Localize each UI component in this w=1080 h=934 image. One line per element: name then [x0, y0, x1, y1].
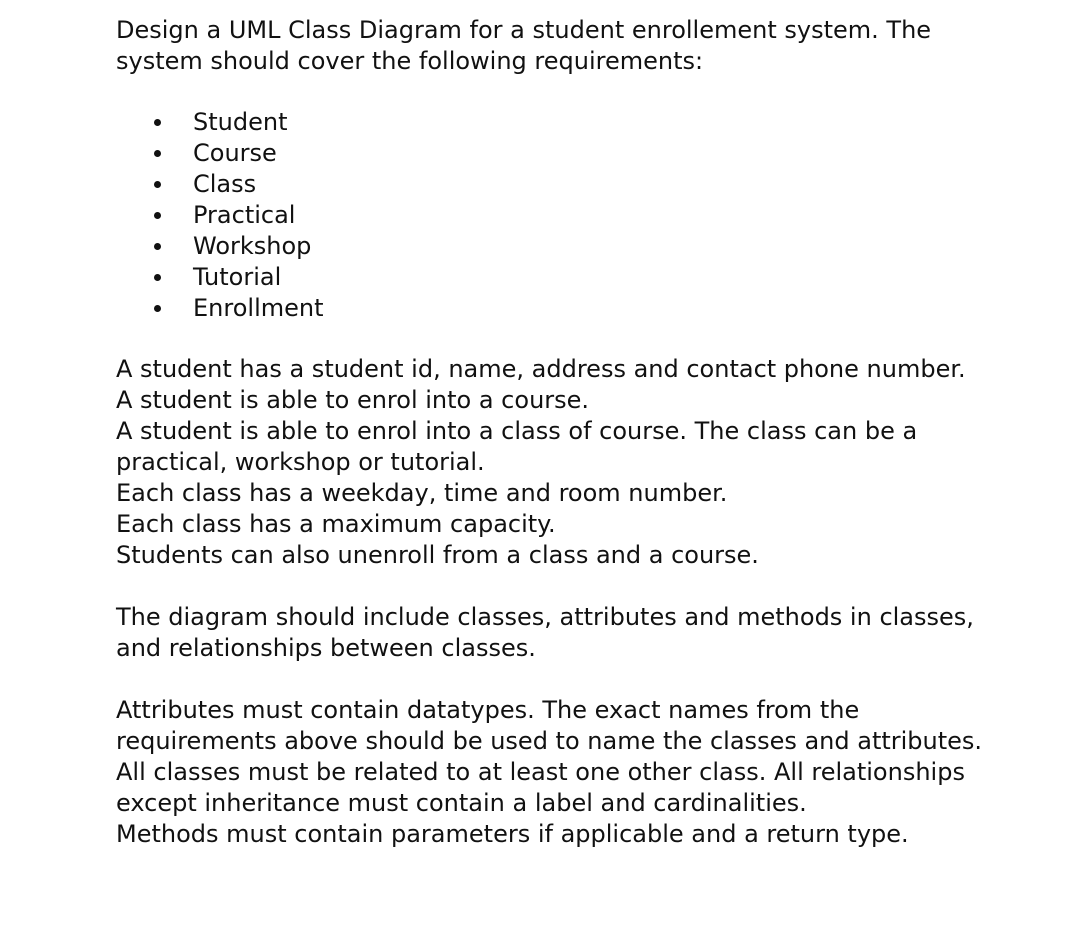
requirements-list — [116, 107, 1066, 324]
bullet-icon — [154, 305, 161, 312]
intro-paragraph — [116, 15, 1066, 77]
constraints-line: except inheritance must contain a label and cardinalities. — [116, 789, 807, 817]
details-paragraph — [116, 354, 1066, 571]
bullet-icon — [154, 243, 161, 250]
requirement-item — [116, 107, 1066, 138]
requirement-label: Practical — [193, 201, 296, 229]
requirement-label: Class — [193, 170, 257, 198]
requirement-item — [116, 293, 1066, 324]
constraints-line: requirements above should be used to name the classes and attributes. — [116, 727, 983, 755]
constraints-line: Attributes must contain datatypes. The exact names from the — [116, 696, 860, 724]
details-line: practical, workshop or tutorial. — [116, 448, 485, 476]
requirement-label: Tutorial — [193, 263, 282, 291]
requirement-item — [116, 169, 1066, 200]
details-line: A student is able to enrol into a course. — [116, 386, 590, 414]
diagram-scope-paragraph — [116, 602, 1066, 664]
assignment-document — [116, 15, 1066, 850]
requirement-label: Enrollment — [193, 294, 324, 322]
requirement-label: Workshop — [193, 232, 312, 260]
requirement-item — [116, 262, 1066, 293]
details-line: Each class has a maximum capacity. — [116, 510, 556, 538]
details-line: A student is able to enrol into a class of course. The class can be a — [116, 417, 918, 445]
intro-line: system should cover the following requirements: — [116, 47, 704, 75]
constraints-line: Methods must contain parameters if applicable and a return type. — [116, 820, 909, 848]
bullet-icon — [154, 181, 161, 188]
bullet-icon — [154, 212, 161, 219]
constraints-line: All classes must be related to at least one other class. All relationships — [116, 758, 965, 786]
bullet-icon — [154, 274, 161, 281]
details-line: Students can also unenroll from a class and a course. — [116, 541, 759, 569]
bullet-icon — [154, 150, 161, 157]
requirement-label: Course — [193, 139, 277, 167]
requirement-item — [116, 200, 1066, 231]
constraints-paragraph — [116, 695, 1066, 850]
bullet-icon — [154, 119, 161, 126]
details-line: Each class has a weekday, time and room number. — [116, 479, 728, 507]
requirement-item — [116, 138, 1066, 169]
requirement-item — [116, 231, 1066, 262]
details-line: A student has a student id, name, address and contact phone number. — [116, 355, 966, 383]
requirement-label: Student — [193, 108, 288, 136]
diagram-scope-line: The diagram should include classes, attributes and methods in classes, — [116, 603, 974, 631]
intro-line: Design a UML Class Diagram for a student enrollement system. The — [116, 16, 932, 44]
diagram-scope-line: and relationships between classes. — [116, 634, 536, 662]
